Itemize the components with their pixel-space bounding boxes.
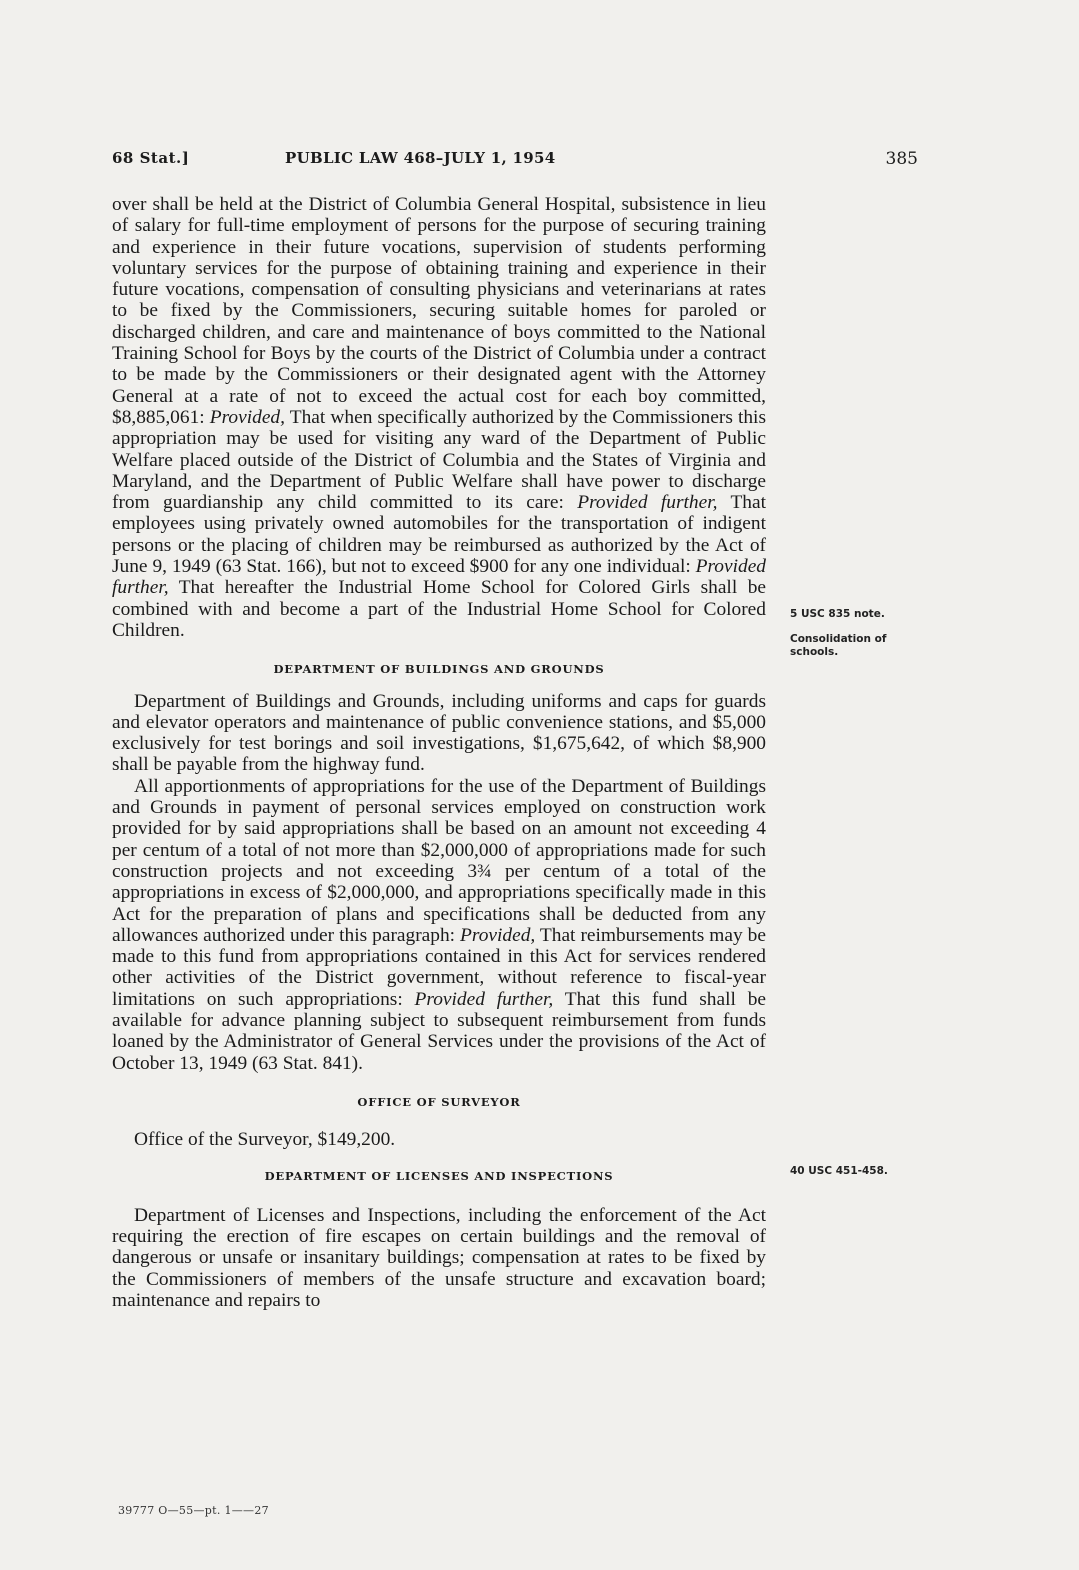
section-heading-buildings: DEPARTMENT OF BUILDINGS AND GROUNDS [273, 662, 605, 677]
paragraph-apportionments: All apportionments of appropriations for the use of the Department of Buildings and Grounds in payment of personal services employed on construction work provided for by said appropriations shall be based on an amount not exceeding 4 per centum of a total of not more than $2,000,000 of appropriations made for such construction projects and not exceeding 3¾ per centum of a total of the appropriations in excess of $2,000,000, and appropriations specifically made in this Act for the preparation of plans and specifications shall be deducted from any allowances authorized under this paragraph: Provided, That reimbursements may be made to this fund from appropriations contained in this Act for services rendered other activities of the District government, without reference to fiscal-year limitations on such appropriations: Provided further, That this fund shall be available for advance planning subject to subsequent reimbursement from funds loaned by the Administrator of General Services under the provisions of the Act of October 13, 1949 (63 Stat. 841). [112, 775, 766, 1074]
statute-volume: 68 Stat.] [112, 149, 190, 167]
running-title: PUBLIC LAW 468–JULY 1, 1954 [285, 149, 556, 167]
proviso-label: Provided further, [112, 556, 766, 599]
page-header [112, 149, 918, 173]
proviso-label: Provided, [460, 924, 536, 946]
proviso-label: Provided, [209, 406, 285, 428]
margin-note-usc-451: 40 USC 451-458. [790, 1165, 888, 1177]
paragraph-surveyor: Office of the Surveyor, $149,200. [134, 1129, 396, 1151]
margin-note-consolidation: Consolidation of schools. [790, 633, 887, 658]
body-text [112, 194, 766, 1311]
paragraph-licenses: Department of Licenses and Inspections, including the enforcement of the Act requiring the erection of fire escapes on certain buildings and the removal of dangerous or unsafe or insanitary buildings; compensation at rates to be fixed by the Commissioners of members of the unsafe structure and excavation board; maintenance and repairs to [112, 1204, 766, 1311]
proviso-label: Provided further, [414, 988, 554, 1010]
section-heading-licenses: DEPARTMENT OF LICENSES AND INSPECTIONS [264, 1169, 614, 1184]
margin-note-usc-835: 5 USC 835 note. [790, 608, 885, 620]
page-number: 385 [885, 149, 918, 169]
print-footer: 39777 O—55—pt. 1——27 [118, 1504, 269, 1517]
section-heading-surveyor: OFFICE OF SURVEYOR [357, 1094, 521, 1109]
paragraph-public-welfare: over shall be held at the District of Columbia General Hospital, subsistence in lieu of salary for full-time employment of persons for the purpose of securing training and experience in their future vocations, supervision of students performing voluntary services for the purpose of obtaining training and experience in their future vocations, compensation of consulting physicians and veterinarians at rates to be fixed by the Commissioners, securing suitable homes for paroled or discharged children, and care and maintenance of boys committed to the National Training School for Boys by the courts of the District of Columbia under a contract to be made by the Commissioners or their designated agent with the Attorney General at a rate of not to exceed the actual cost for each boy committed, $8,885,061: Provided, That when specifically authorized by the Commissioners this appropriation may be used for visiting any ward of the Department of Public Welfare placed outside of the District of Columbia and the States of Virginia and Maryland, and the Department of Public Welfare shall have power to discharge from guardianship any child committed to its care: Provided further, That employees using privately owned automobiles for the transportation of indigent persons or the placing of children may be reimbursed as authorized by the Act of June 9, 1949 (63 Stat. 166), but not to exceed $900 for any one individual: Provided further, That hereafter the Industrial Home School for Colored Girls shall be combined with and become a part of the Industrial Home School for Colored Children. [112, 194, 766, 641]
paragraph-buildings: Department of Buildings and Grounds, including uniforms and caps for guards and elevator operators and maintenance of public convenience stations, and $5,000 exclusively for test borings and soil investigations, $1,675,642, of which $8,900 shall be payable from the highway fund. [112, 690, 766, 776]
proviso-label: Provided further, [577, 492, 718, 514]
